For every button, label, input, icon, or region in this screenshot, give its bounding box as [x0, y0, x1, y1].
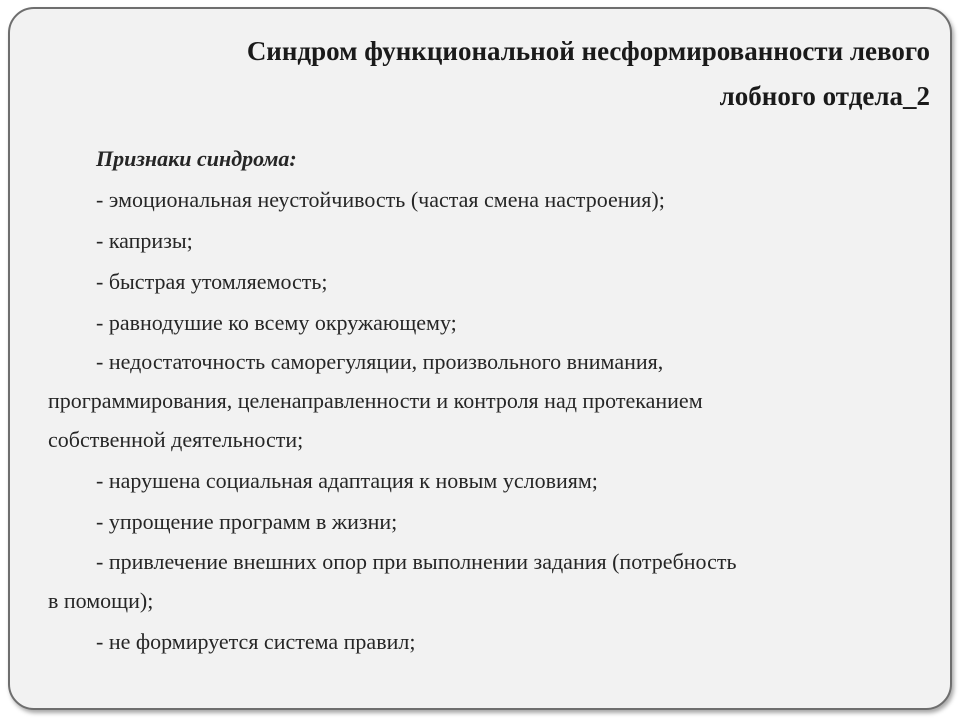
- list-item-continuation: в помощи);: [48, 588, 154, 613]
- list-item: - равнодушие ко всему окружающему;: [96, 310, 457, 335]
- slide-title-line-2: лобного отдела_2: [719, 81, 930, 111]
- list-item: - капризы;: [96, 228, 193, 253]
- list-item: - быстрая утомляемость;: [96, 269, 328, 294]
- list-item: - упрощение программ в жизни;: [96, 509, 398, 534]
- list-item: - эмоциональная неустойчивость (частая смена настроения);: [96, 187, 665, 212]
- subheading: Признаки синдрома:: [96, 146, 297, 171]
- list-item: - нарушена социальная адаптация к новым условиям;: [96, 468, 598, 493]
- list-item: - недостаточность саморегуляции, произвольного внимания,: [96, 349, 664, 374]
- list-item-continuation: программирования, целенаправленности и контроля над протеканием: [48, 388, 703, 413]
- list-item-continuation: собственной деятельности;: [48, 427, 304, 452]
- list-item: - привлечение внешних опор при выполнении задания (потребность: [96, 549, 737, 574]
- list-item: - не формируется система правил;: [96, 629, 416, 654]
- slide-title-line-1: Синдром функциональной несформированности левого: [246, 36, 930, 66]
